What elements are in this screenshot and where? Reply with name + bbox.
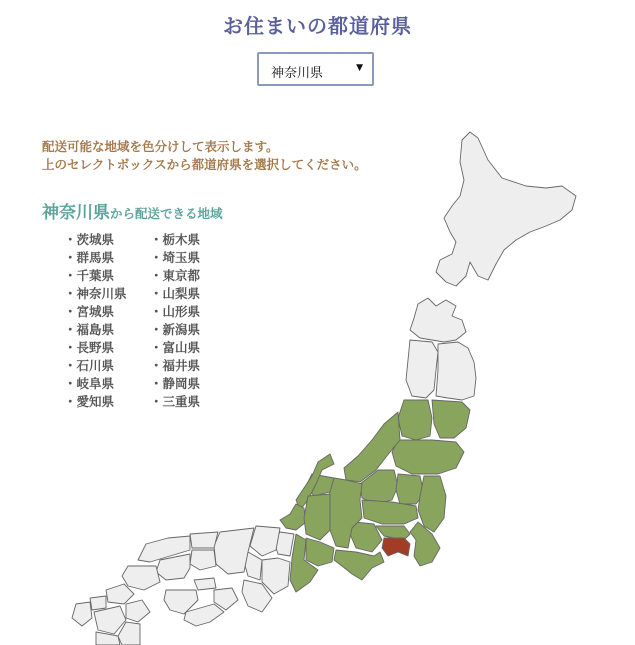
map-region-okayama[interactable]: [190, 550, 216, 570]
map-region-shizuoka[interactable]: [334, 550, 384, 580]
map-region-miyagi[interactable]: [432, 400, 470, 438]
map-region-fukushima[interactable]: [392, 440, 464, 474]
list-item: ・ 茨城県: [64, 231, 150, 249]
map-region-aomori[interactable]: [410, 298, 466, 342]
map-region-aichi[interactable]: [306, 538, 334, 566]
list-item: ・ 石川県: [64, 357, 150, 375]
map-region-yamagata[interactable]: [398, 400, 432, 440]
list-item: ・ 福井県: [150, 357, 236, 375]
list-item: ・ 栃木県: [150, 231, 236, 249]
chevron-down-icon: ▼: [356, 63, 363, 73]
list-item: ・ 富山県: [150, 339, 236, 357]
list-item: ・ 群馬県: [64, 249, 150, 267]
list-item: ・ 千葉県: [64, 267, 150, 285]
list-item: ・ 長野県: [64, 339, 150, 357]
list-item: ・ 岐阜県: [64, 375, 150, 393]
map-region-kagawa[interactable]: [194, 578, 216, 590]
map-region-gifu[interactable]: [304, 494, 330, 540]
map-region-yamaguchi[interactable]: [122, 566, 160, 590]
info-line-1: 配送可能な地域を色分けして表示します。: [42, 139, 279, 154]
map-region-kagoshima[interactable]: [96, 632, 120, 645]
map-region-akita[interactable]: [406, 340, 438, 398]
map-region-kanagawa[interactable]: [382, 538, 410, 556]
list-item: ・ 静岡県: [150, 375, 236, 393]
map-region-kyoto[interactable]: [250, 526, 280, 556]
list-item: ・ 埼玉県: [150, 249, 236, 267]
map-region-saga[interactable]: [90, 596, 106, 610]
delivery-area-suffix: から配送できる地域: [110, 206, 223, 221]
list-item: ・ 宮城県: [64, 303, 150, 321]
list-item: ・ 東京都: [150, 267, 236, 285]
list-item: ・ 神奈川県: [64, 285, 150, 303]
map-region-oita[interactable]: [126, 600, 150, 622]
map-region-iwate[interactable]: [436, 342, 476, 400]
list-item: ・ 福島県: [64, 321, 150, 339]
selected-prefecture-name: 神奈川県: [42, 203, 110, 223]
map-region-tottori[interactable]: [190, 532, 218, 548]
list-item: ・ 山梨県: [150, 285, 236, 303]
prefecture-select-value: 神奈川県: [271, 66, 324, 81]
map-region-ibaraki[interactable]: [418, 476, 446, 532]
map-region-hokkaido[interactable]: [436, 132, 576, 286]
list-item: ・ 愛知県: [64, 393, 150, 411]
map-region-fukuoka[interactable]: [106, 584, 134, 604]
page-title: お住まいの都道府県: [223, 14, 412, 38]
list-item: ・ 三重県: [150, 393, 236, 411]
info-line-2: 上のセレクトボックスから都道府県を選択してください。: [42, 157, 367, 172]
map-region-nara[interactable]: [262, 558, 290, 594]
map-region-fukui[interactable]: [280, 504, 306, 530]
map-region-nagasaki[interactable]: [72, 602, 92, 626]
list-item: ・ 新潟県: [150, 321, 236, 339]
list-item: ・ 山形県: [150, 303, 236, 321]
